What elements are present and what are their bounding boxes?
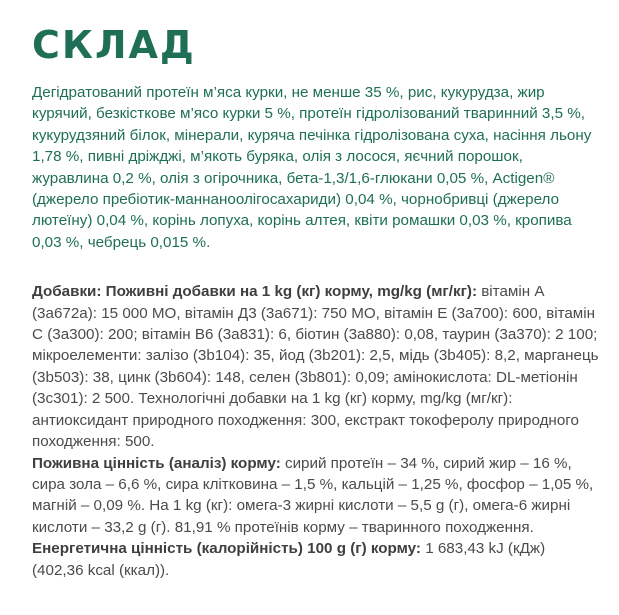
nutrition-label: Поживна цінність (аналіз) корму:: [32, 454, 281, 472]
energy-label: Енергетична цінність (калорійність) 100 g (г) корму:: [32, 540, 421, 558]
nutrition-text: сирий протеїн – 34 %, сирий жир – 16 %, сира зола – 6,6 %, сира клітковина – 1,5 %, кальцій – 1,25 %, фосфор – 1,05 %, магній – 0,09 %. На 1 kg (кг): омега-3 жирні кислоти – 5,5 g (г), омега-6 жирні кислоти – 33,2 g (г). 81,91 % протеїнів корму – тваринного походження.: [32, 454, 594, 536]
energy-text: 1 683,43 kJ (кДж) (402,36 kcal (ккал)).: [32, 540, 546, 579]
additives-text: вітамін А (3а672а): 15 000 МО, вітамін Д3 (3а671): 750 МО, вітамін Е (3а700): 600, вітамін С (3а300): 200; вітамін В6 (3а831): 6, біотин (3а880): 0,08, таурин (3а370): 2 100; мікроелементи: залізо (3b104): 35, йод (3b201): 2,5, мідь (3b405): 8,2, марганець (3b503): 38, цинк (3b604): 148, селен (3b801): 0,09; амінокислота: DL-метіонін (3c301): 2 500. Технологічні добавки на 1 kg (кг) корму, mg/kg (мг/кг): антиоксидант природного походження: 300, екстракт токоферолу природного походження: 500.: [32, 283, 599, 451]
additives-label: Добавки: Поживні добавки на 1 kg (кг) корму, mg/kg (мг/кг):: [32, 283, 478, 301]
composition-text: Дегідратований протеїн м’яса курки, не менше 35 %, рис, кукурудза, жир курячий, безкісткове м’ясо курки 5 %, протеїн гідролізований тваринний 3,5 %, кукурудзяний білок, мінерали, куряча печінка гідролізована суха, насіння льону 1,78 %, пивні дріжджі, м’якоть буряка, олія з лосося, яєчний порошок, журавлина 0,2 %, олія з огірочника, бета-1,3/1,6-глюкани 0,05 %, Actigen® (джерело пребіотик-маннаноолігосахариди) 0,04 %, чорнобривці (джерело лютеїну) 0,04 %, корінь лопуха, корінь алтея, квіти ромашки 0,03 %, кропива 0,03 %, чебрець 0,015 %.: [32, 84, 592, 251]
additives-section: [32, 281, 599, 581]
page-title: СКЛАД: [32, 23, 196, 67]
